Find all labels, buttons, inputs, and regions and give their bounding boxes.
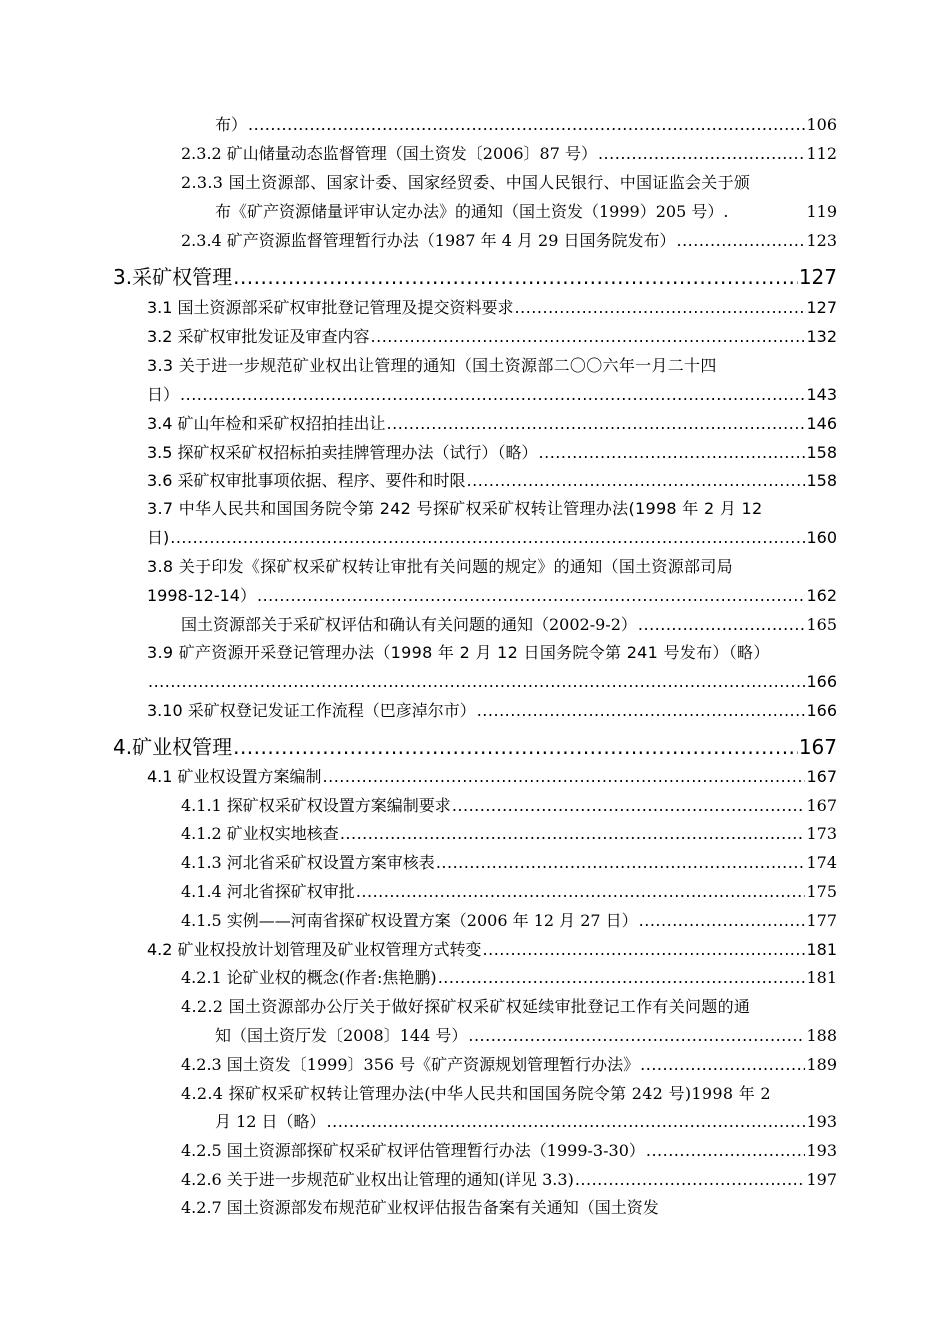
toc-entry-page: 197: [806, 1170, 837, 1189]
toc-entry-page: 158: [806, 443, 837, 462]
toc-entry-page: 167: [806, 767, 837, 786]
toc-entry-continuation[interactable]: [147, 527, 837, 549]
toc-leader-dots: [233, 264, 798, 290]
toc-entry-page: 106: [806, 115, 837, 134]
toc-entry-title: 3.10 采矿权登记发证工作流程（巴彦淖尔市）: [147, 701, 476, 720]
toc-entry-page: 193: [806, 1112, 837, 1131]
toc-entry[interactable]: [181, 881, 837, 903]
toc-leader-dots: [387, 413, 806, 435]
toc-entry-page: 166: [806, 701, 837, 720]
toc-entry-title: 2.3.2 矿山储量动态监督管理（国土资发〔2006〕87 号）: [181, 144, 597, 163]
toc-entry-title: 4.2.7 国土资源部发布规范矿业权评估报告备案有关通知（国土资发: [181, 1198, 659, 1217]
toc-leader-dots: [539, 442, 806, 464]
toc-entry-title: 3.7 中华人民共和国国务院令第 242 号探矿权采矿权转让管理办法(1998 年 2 月 12: [147, 499, 763, 518]
toc-entry[interactable]: [147, 413, 837, 435]
toc-leader-dots: [677, 230, 806, 252]
toc-entry[interactable]: [181, 996, 837, 1018]
toc-entry-continuation[interactable]: [215, 1111, 837, 1133]
toc-entry-page: 160: [806, 528, 837, 547]
toc-entry[interactable]: [215, 114, 837, 136]
toc-entry-title: 4.1.5 实例——河南省探矿权设置方案（2006 年 12 月 27 日）: [181, 911, 638, 930]
toc-entry[interactable]: [147, 297, 837, 319]
toc-entry-page: 193: [806, 1141, 837, 1160]
toc-leader-dots: [483, 939, 806, 961]
toc-entry-title: 4.2.1 论矿业权的概念(作者:焦艳鹏): [181, 968, 437, 987]
toc-entry-page: 112: [806, 144, 837, 163]
toc-entry[interactable]: [147, 498, 837, 520]
toc-entry[interactable]: [181, 1054, 837, 1076]
toc-entry-continuation[interactable]: [147, 585, 837, 607]
toc-leader-dots: [248, 114, 805, 136]
toc-entry-title: 4.2.6 关于进一步规范矿业权出让管理的通知(详见 3.3): [181, 1170, 574, 1189]
toc-entry[interactable]: [181, 795, 837, 817]
toc-entry-continuation[interactable]: [215, 1025, 837, 1047]
toc-entry-continuation[interactable]: [147, 384, 837, 406]
toc-entry-title: 3.3 关于进一步规范矿业权出让管理的通知（国土资源部二〇〇六年一月二十四: [147, 356, 717, 375]
toc-leader-dots: [371, 326, 806, 348]
toc-leader-dots: [180, 384, 805, 406]
toc-entry-title: 4.1.3 河北省采矿权设置方案审核表: [181, 853, 435, 872]
toc-entry-title: 布《矿产资源储量评审认定办法》的通知（国土资发（1999）205 号）.: [215, 202, 729, 221]
toc-leader-dots: [233, 734, 798, 760]
toc-entry-title: 布）: [215, 115, 248, 134]
toc-entry-page: 188: [806, 1026, 837, 1045]
toc-entry-title: 4.矿业权管理: [113, 735, 233, 759]
toc-entry[interactable]: [147, 556, 837, 578]
toc-entry-page: 146: [806, 414, 837, 433]
toc-leader-dots: [170, 527, 805, 549]
toc-entry-title: 3.9 矿产资源开采登记管理办法（1998 年 2 月 12 日国务院令第 241 号发布）（略）: [147, 643, 770, 662]
toc-entry[interactable]: [147, 355, 837, 377]
toc-leader-dots: [340, 823, 806, 845]
toc-leader-dots: [356, 881, 806, 903]
toc-entry-title: 知（国土资厅发〔2008〕144 号）: [215, 1026, 468, 1045]
toc-entry[interactable]: [147, 700, 837, 722]
toc-leader-dots: [639, 910, 806, 932]
toc-leader-dots: [467, 470, 806, 492]
toc-chapter-heading[interactable]: [113, 264, 837, 290]
toc-entry-page: 119: [806, 202, 837, 221]
toc-entry-page: 175: [806, 882, 837, 901]
toc-entry-title: 3.4 矿山年检和采矿权招拍挂出让: [147, 414, 386, 433]
toc-entry[interactable]: [181, 1197, 837, 1219]
toc-entry-page: 167: [806, 796, 837, 815]
toc-entry-page: 143: [806, 385, 837, 404]
toc-entry-title: 4.2.2 国土资源部办公厅关于做好探矿权采矿权延续审批登记工作有关问题的通: [181, 997, 751, 1016]
toc-entry[interactable]: [181, 143, 837, 165]
toc-entry-title: 2.3.4 矿产资源监督管理暂行办法（1987 年 4 月 29 日国务院发布）: [181, 231, 676, 250]
toc-entry-page: 189: [806, 1055, 837, 1074]
toc-entry[interactable]: [147, 642, 837, 664]
toc-entry-title: 4.1 矿业权设置方案编制: [147, 767, 322, 786]
toc-entry[interactable]: [181, 852, 837, 874]
toc-leader-dots: [452, 795, 806, 817]
toc-leader-dots: [646, 1140, 806, 1162]
toc-chapter-heading[interactable]: [113, 734, 837, 760]
toc-entry-title: 月 12 日（略）: [215, 1112, 326, 1131]
toc-entry[interactable]: [181, 910, 837, 932]
toc-leader-dots: [438, 967, 806, 989]
toc-entry-title: 2.3.3 国土资源部、国家计委、国家经贸委、中国人民银行、中国证监会关于颁: [181, 173, 751, 192]
toc-entry-page: 181: [806, 940, 837, 959]
toc-entry-title: 4.1.2 矿业权实地核查: [181, 824, 339, 843]
toc-entry-continuation[interactable]: [215, 201, 837, 223]
toc-entry-title: 4.2 矿业权投放计划管理及矿业权管理方式转变: [147, 940, 482, 959]
toc-entry-title: 日）: [147, 385, 180, 404]
toc-entry-page: 158: [806, 471, 837, 490]
toc-entry-page: 166: [806, 672, 837, 691]
toc-leader-dots: [477, 700, 806, 722]
toc-leader-dots: [323, 766, 806, 788]
toc-entry-title: 4.1.1 探矿权采矿权设置方案编制要求: [181, 796, 451, 815]
toc-entry-page: 167: [798, 735, 837, 759]
toc-entry-title: 4.2.4 探矿权采矿权转让管理办法(中华人民共和国国务院令第 242 号)1998 年 2: [181, 1084, 771, 1103]
toc-entry-page: 123: [806, 231, 837, 250]
toc-entry[interactable]: [147, 939, 837, 961]
toc-leader-dots: [640, 1054, 805, 1076]
toc-entry-title: 日): [147, 528, 170, 547]
toc-leader-dots: [148, 671, 805, 693]
toc-entry-title: 3.6 采矿权审批事项依据、程序、要件和时限: [147, 471, 466, 490]
toc-leader-dots: [575, 1169, 806, 1191]
toc-entry-page: 174: [806, 853, 837, 872]
toc-entry-page: 127: [806, 298, 837, 317]
toc-entry-title: 4.2.5 国土资源部探矿权采矿权评估管理暂行办法（1999-3-30）: [181, 1141, 645, 1160]
toc-entry[interactable]: [147, 326, 837, 348]
toc-leader-dots: [598, 143, 805, 165]
toc-leader-dots: [436, 852, 806, 874]
toc-entry-page: 127: [798, 265, 837, 289]
toc-entry-page: 165: [806, 615, 837, 634]
toc-entry-page: 173: [806, 824, 837, 843]
toc-entry-title: 3.2 采矿权审批发证及审查内容: [147, 327, 370, 346]
toc-leader-dots: [468, 1025, 805, 1047]
toc-entry-title: 4.1.4 河北省探矿权审批: [181, 882, 355, 901]
toc-entry[interactable]: [181, 967, 837, 989]
toc-entry-title: 国土资源部关于采矿权评估和确认有关问题的通知（2002-9-2）: [181, 615, 637, 634]
toc-entry[interactable]: [181, 230, 837, 252]
toc-leader-dots: [515, 297, 806, 319]
toc-entry[interactable]: [181, 172, 837, 194]
toc-entry[interactable]: [147, 470, 837, 492]
toc-entry[interactable]: [181, 823, 837, 845]
toc-leader-dots: [257, 585, 805, 607]
toc-leader-dots: [638, 614, 806, 636]
toc-entry-page: 132: [806, 327, 837, 346]
toc-entry-page: 177: [806, 911, 837, 930]
toc-entry-title: 4.2.3 国土资发〔1999〕356 号《矿产资源规划管理暂行办法》: [181, 1055, 640, 1074]
toc-entry-continuation[interactable]: [147, 671, 837, 693]
toc-entry[interactable]: [181, 1083, 837, 1105]
toc-entry-title: 3.采矿权管理: [113, 265, 233, 289]
toc-entry-title: 1998-12-14）: [147, 586, 256, 605]
toc-leader-dots: [327, 1111, 806, 1133]
toc-entry[interactable]: [147, 766, 837, 788]
toc-entry-page: 181: [806, 968, 837, 987]
toc-entry[interactable]: [181, 1169, 837, 1191]
toc-entry-title: 3.1 国土资源部采矿权审批登记管理及提交资料要求: [147, 298, 514, 317]
toc-entry[interactable]: [147, 442, 837, 464]
toc-entry-title: 3.5 探矿权采矿权招标拍卖挂牌管理办法（试行）（略）: [147, 443, 538, 462]
toc-entry[interactable]: [181, 1140, 837, 1162]
toc-entry-title: 3.8 关于印发《探矿权采矿权转让审批有关问题的规定》的通知（国土资源部司局: [147, 557, 733, 576]
toc-entry-page: 162: [806, 586, 837, 605]
toc-entry[interactable]: [181, 614, 837, 636]
